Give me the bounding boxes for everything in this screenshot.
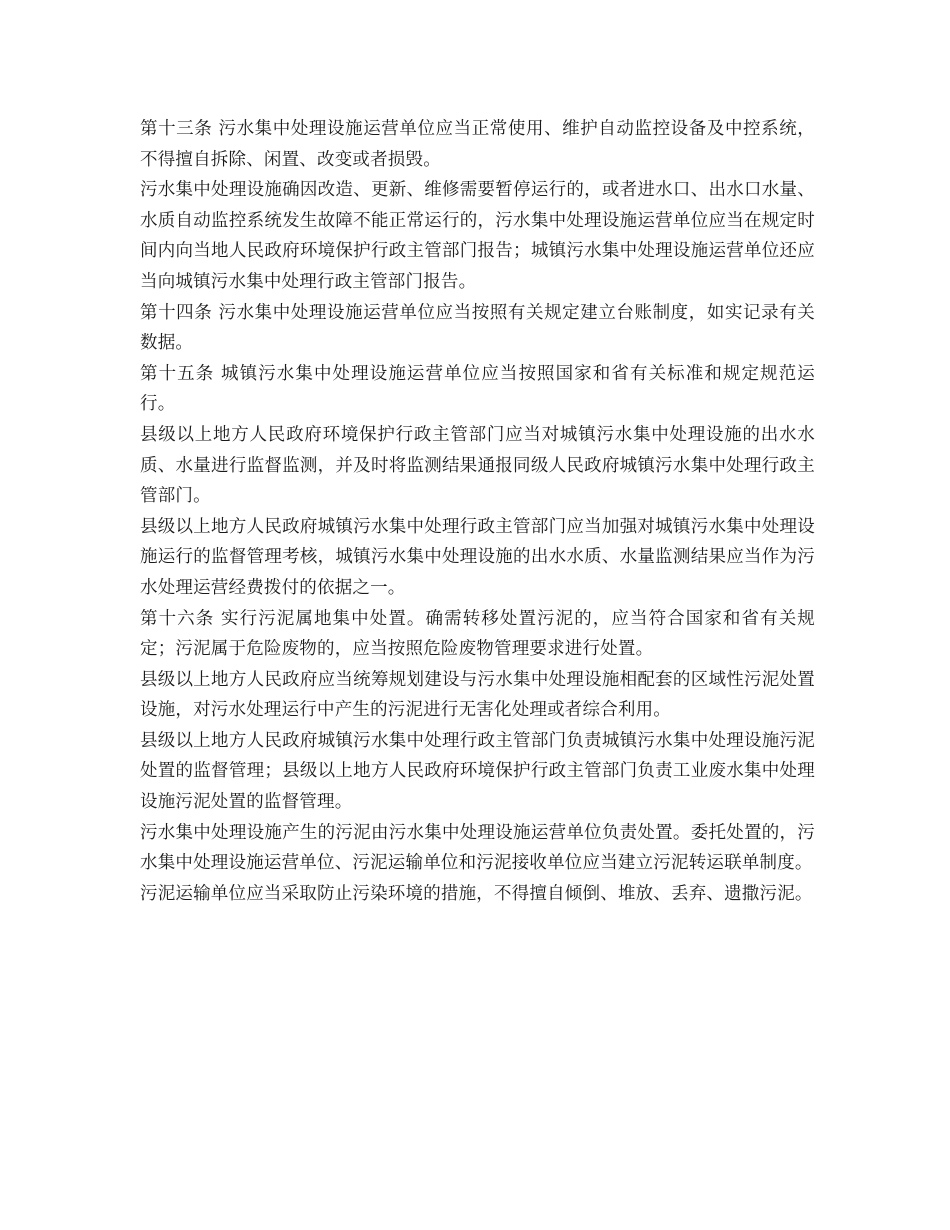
document-body [140, 114, 815, 909]
paragraph-sludge-supervision: 县级以上地方人民政府城镇污水集中处理行政主管部门负责城镇污水集中处理设施污泥处置的监督管理；县级以上地方人民政府环境保护行政主管部门负责工业废水集中处理设施污泥处置的监督管理。 [140, 730, 815, 813]
paragraph-article-14: 第十四条 污水集中处理设施运营单位应当按照有关规定建立台账制度，如实记录有关数据。 [140, 302, 815, 354]
paragraph-sludge-transfer: 污水集中处理设施产生的污泥由污水集中处理设施运营单位负责处置。委托处置的，污水集中处理设施运营单位、污泥运输单位和污泥接收单位应当建立污泥转运联单制度。 [140, 822, 815, 874]
paragraph-article-15: 第十五条 城镇污水集中处理设施运营单位应当按照国家和省有关标准和规定规范运行。 [140, 363, 815, 415]
paragraph-article-16: 第十六条 实行污泥属地集中处置。确需转移处置污泥的，应当符合国家和省有关规定；污泥属于危险废物的，应当按照危险废物管理要求进行处置。 [140, 608, 815, 660]
paragraph-sludge-facility: 县级以上地方人民政府应当统筹规划建设与污水集中处理设施相配套的区域性污泥处置设施，对污水处理运行中产生的污泥进行无害化处理或者综合利用。 [140, 669, 815, 721]
paragraph-sludge-transport: 污泥运输单位应当采取防止污染环境的措施，不得擅自倾倒、堆放、丢弃、遗撒污泥。 [140, 883, 813, 904]
paragraph-article-13: 第十三条 污水集中处理设施运营单位应当正常使用、维护自动监控设备及中控系统，不得擅自拆除、闲置、改变或者损毁。 [140, 119, 815, 170]
paragraph-supervision-monitoring: 县级以上地方人民政府环境保护行政主管部门应当对城镇污水集中处理设施的出水水质、水量进行监督监测，并及时将监测结果通报同级人民政府城镇污水集中处理行政主管部门。 [140, 424, 815, 507]
paragraph-suspension-report: 污水集中处理设施确因改造、更新、维修需要暂停运行的，或者进水口、出水口水量、水质自动监控系统发生故障不能正常运行的，污水集中处理设施运营单位应当在规定时间内向当地人民政府环境保护行政主管部门报告；城镇污水集中处理设施运营单位还应当向城镇污水集中处理行政主管部门报告。 [140, 180, 815, 292]
paragraph-assessment: 县级以上地方人民政府城镇污水集中处理行政主管部门应当加强对城镇污水集中处理设施运行的监督管理考核，城镇污水集中处理设施的出水水质、水量监测结果应当作为污水处理运营经费拨付的依据之一。 [140, 516, 815, 598]
